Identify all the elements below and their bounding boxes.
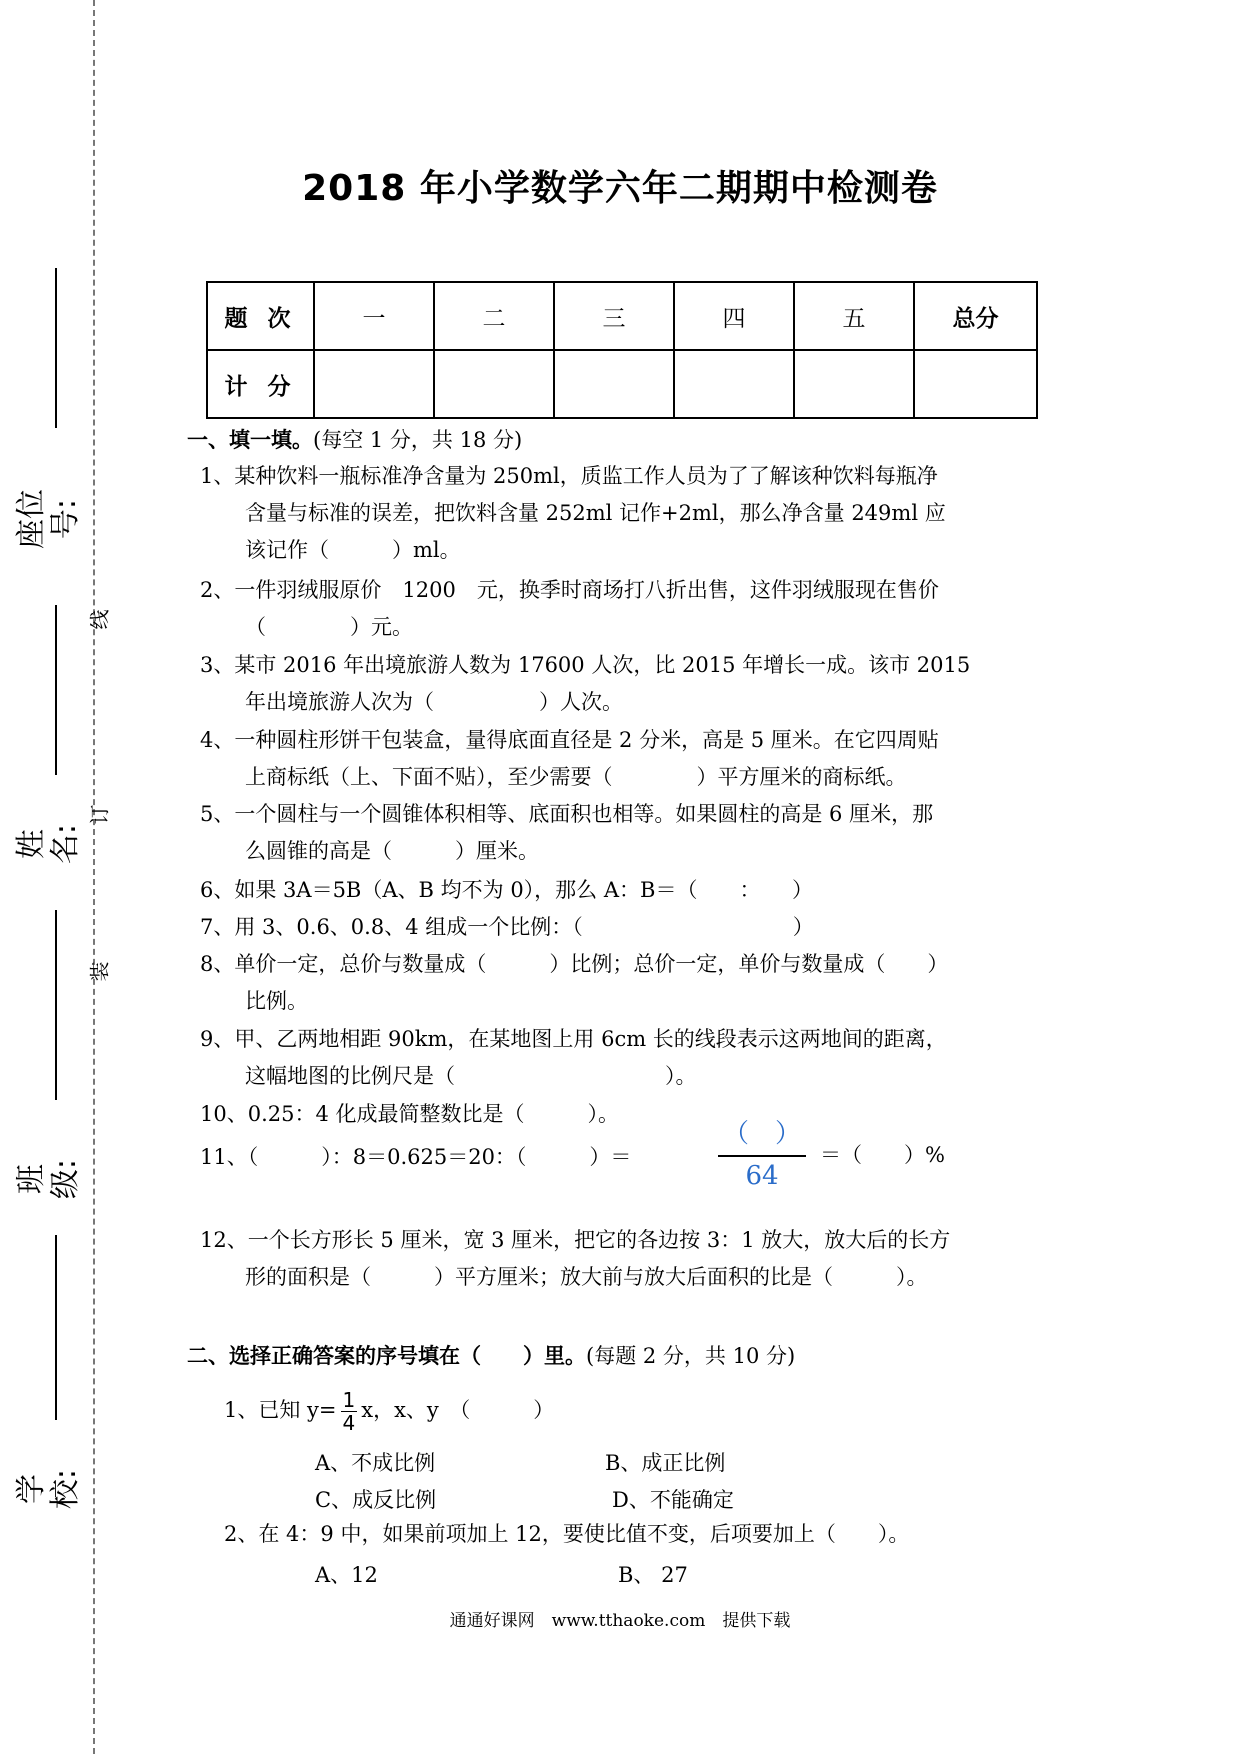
question-4 [200,722,1060,796]
question-text: 用 3、0.6、0.8、4 组成一个比例：（ ） [234,915,814,939]
question-text: 一件羽绒服原价 1200 元，换季时商场打八折出售，这件羽绒服现在售价 [234,578,939,602]
choice-option-b[interactable]: B、成正比例 [605,1451,726,1475]
question-6 [200,872,1060,909]
choice-question-2 [224,1516,1084,1553]
question-number: 10、 [200,1102,248,1126]
fraction-one-quarter [341,1389,358,1434]
choice-option-d[interactable]: D、不能确定 [612,1488,734,1512]
score-header-1: 一 [314,282,434,350]
binding-dashed-line [93,0,95,1754]
question-text: 一个长方形长 5 厘米，宽 3 厘米，把它的各边按 3：1 放大，放大后的长方 [247,1228,951,1252]
question-text: 该记作（ ）ml。 [245,538,461,562]
question-number: 6、 [200,878,235,902]
score-row-label: 计 分 [207,350,314,418]
section1-note: (每空 1 分，共 18 分) [313,428,523,452]
question-3 [200,647,1060,721]
score-value-row [207,350,1037,418]
question-2 [200,572,1060,646]
question-11-fraction [718,1117,806,1197]
fraction-bar [718,1155,806,1157]
question-9 [200,1021,1060,1095]
section2-title: 二、选择正确答案的序号填在（ ）里。 [187,1344,586,1368]
bind-char-bind: 装 [87,961,112,982]
choice-option-c[interactable]: C、成反比例 [315,1488,437,1512]
choice-question-1 [224,1385,1084,1435]
question-8 [200,946,1060,1020]
question-text: 上商标纸（上、下面不贴），至少需要（ ）平方厘米的商标纸。 [245,765,907,789]
score-header-3: 三 [554,282,674,350]
bind-char-order: 订 [87,804,112,825]
question-text: 某种饮料一瓶标准净含量为 250ml，质监工作人员为了了解该种饮料每瓶净 [234,464,938,488]
choice-option-a[interactable]: A、12 [315,1563,378,1587]
question-text: 甲、乙两地相距 90km，在某地图上用 6cm 长的线段表示这两地间的距离， [234,1027,947,1051]
question-text: 一个圆柱与一个圆锥体积相等、底面积也相等。如果圆柱的高是 6 厘米，那 [234,802,934,826]
question-number: 8、 [200,952,235,976]
score-table [206,281,1038,419]
question-number: 2、 [200,578,235,602]
question-10 [200,1096,1060,1133]
question-number: 12、 [200,1228,248,1252]
question-number: 3、 [200,653,235,677]
name-label: 姓名: [14,823,83,865]
score-header-4: 四 [674,282,794,350]
question-text: 年出境旅游人次为（ ）人次。 [245,690,623,714]
question-number: 1、 [200,464,235,488]
choice-option-a[interactable]: A、不成比例 [315,1451,436,1475]
question-number: 1、 [224,1398,259,1422]
section2-heading [187,1341,795,1371]
class-underline [55,910,57,1100]
question-number: 7、 [200,915,235,939]
score-cell-3[interactable] [554,350,674,418]
question-text: 含量与标准的误差，把饮料含量 252ml 记作+2ml，那么净含量 249ml 应 [245,501,946,525]
question-number: 2、 [224,1522,259,1546]
question-text: 形的面积是（ ）平方厘米；放大前与放大后面积的比是（ ）。 [245,1265,928,1289]
score-cell-5[interactable] [794,350,914,418]
question-text: （ ）元。 [245,615,413,639]
score-cell-1[interactable] [314,350,434,418]
score-cell-2[interactable] [434,350,554,418]
question-number: 4、 [200,728,235,752]
question-text: 如果 3A＝5B（A、B 均不为 0），那么 A：B＝（ ： ） [234,878,813,902]
question-number: 5、 [200,802,235,826]
seat-underline [55,268,57,428]
fraction-numerator: （ ） [722,1119,801,1149]
score-cell-4[interactable] [674,350,794,418]
score-header-row [207,282,1037,350]
footer-credit: 通通好课网 www.tthaoke.com 提供下载 [449,1611,791,1631]
question-12 [200,1222,1060,1296]
section1-heading [187,425,522,455]
question-number: 9、 [200,1027,235,1051]
question-text: 0.25：4 化成最简整数比是（ ）。 [247,1102,620,1126]
score-header-total: 总分 [914,282,1037,350]
question-text: 已知 y= [258,1398,337,1422]
question-5 [200,796,1060,870]
question-number: 11、 [200,1145,248,1169]
question-text: 一种圆柱形饼干包装盒，量得底面直径是 2 分米，高是 5 厘米。在它四周贴 [234,728,939,752]
seat-label: 座位号: [14,489,83,549]
score-header-label: 题 次 [207,282,314,350]
school-label: 学校: [14,1468,83,1510]
fraction-denominator: 4 [342,1411,356,1435]
question-11-percent: ＝（ ）% [820,1143,945,1167]
page-title: 2018 年小学数学六年二期期中检测卷 [302,168,938,209]
section1-title: 一、填一填。 [187,428,313,452]
class-label: 班级: [14,1158,83,1200]
fraction-numerator: 1 [342,1388,356,1412]
choice-option-b[interactable]: B、 27 [618,1563,688,1587]
question-text: （ ）：8＝0.625＝20：（ ）＝ [247,1145,632,1169]
name-underline [55,605,57,775]
question-text: 这幅地图的比例尺是（ ）。 [245,1064,697,1088]
question-1 [200,458,1060,569]
question-text: 某市 2016 年出境旅游人数为 17600 人次，比 2015 年增长一成。该市 2015 [234,653,971,677]
question-text: 在 4：9 中，如果前项加上 12，要使比值不变，后项要加上（ ）。 [258,1522,910,1546]
question-text: 么圆锥的高是（ ）厘米。 [245,839,539,863]
question-7 [200,909,1060,946]
school-underline [55,1235,57,1420]
section2-note: (每题 2 分，共 10 分) [586,1344,796,1368]
score-header-2: 二 [434,282,554,350]
score-header-5: 五 [794,282,914,350]
score-cell-total[interactable] [914,350,1037,418]
question-text: 比例。 [245,989,308,1013]
question-text: 单价一定，总价与数量成（ ）比例；总价一定，单价与数量成（ ） [234,952,949,976]
bind-char-line: 线 [87,609,112,630]
question-text: x，x、y （ ） [361,1398,555,1422]
fraction-denominator: 64 [745,1161,779,1191]
